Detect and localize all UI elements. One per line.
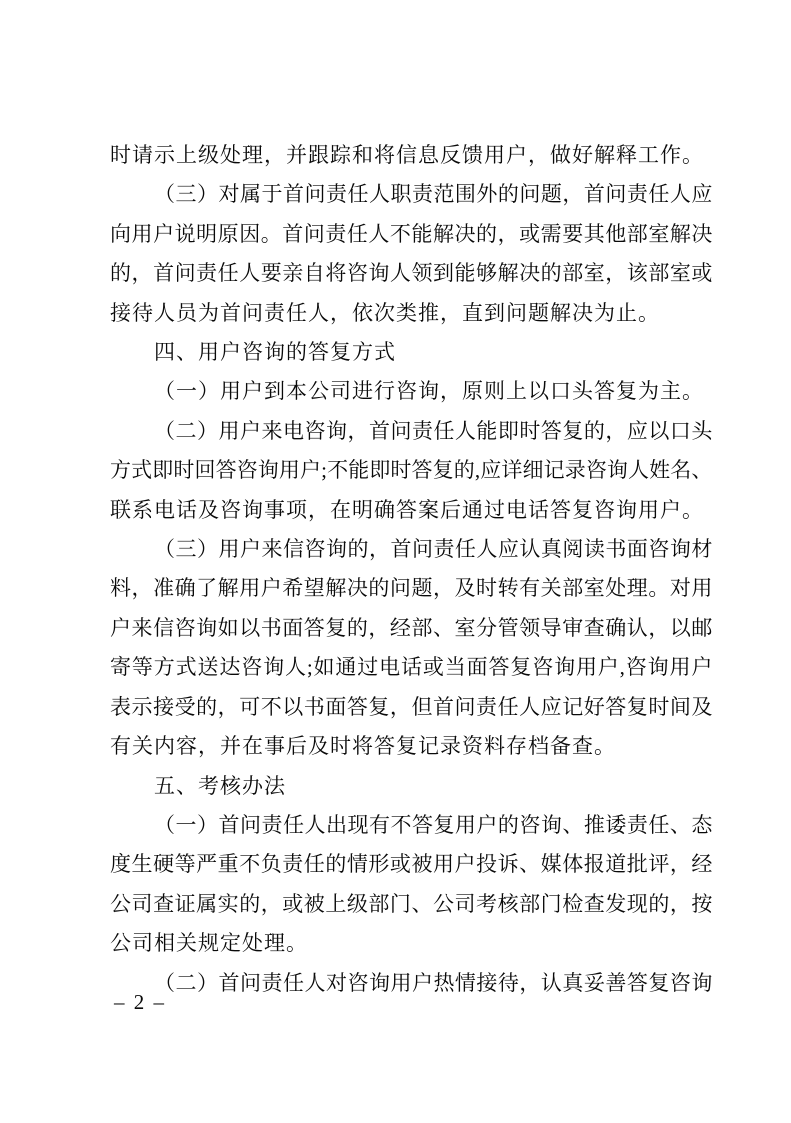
text-line: 有关内容，并在事后及时将答复记录资料存档备查。 (110, 734, 616, 759)
text-line: （三）用户来信咨询的，首问责任人应认真阅读书面咨询材 (154, 537, 712, 562)
text-line: 度生硬等严重不负责任的情形或被用户投诉、媒体报道批评，经 (110, 852, 712, 877)
text-line: 方式即时回答咨询用户;不能即时答复的,应详细记录咨询人姓名、 (110, 458, 712, 483)
text-line: 时请示上级处理，并跟踪和将信息反馈用户，做好解释工作。 (110, 143, 704, 167)
text-line: （二）用户来电咨询，首问责任人能即时答复的，应以口头 (154, 418, 712, 443)
text-line: 料，准确了解用户希望解决的问题，及时转有关部室处理。对用 (110, 576, 712, 601)
text-line: 接待人员为首问责任人，依次类推，直到问题解决为止。 (110, 300, 660, 325)
text-line: 联系电话及咨询事项，在明确答案后通过电话答复咨询用户。 (110, 497, 704, 522)
text-line: （一）首问责任人出现有不答复用户的咨询、推诿责任、态 (154, 812, 712, 837)
page-number: – 2 – (114, 990, 166, 1014)
text-line: 公司查证属实的，或被上级部门、公司考核部门检查发现的，按 (110, 891, 712, 916)
text-line: 的，首问责任人要亲自将咨询人领到能够解决的部室，该部室或 (110, 261, 712, 286)
text-line: 公司相关规定处理。 (110, 931, 308, 956)
text-line: （一）用户到本公司进行咨询，原则上以口头答复为主。 (154, 379, 704, 404)
text-line: 寄等方式送达咨询人;如通过电话或当面答复咨询用户,咨询用户 (110, 655, 712, 680)
text-line: 四、用户咨询的答复方式 (154, 340, 396, 365)
text-line: 向用户说明原因。首问责任人不能解决的，或需要其他部室解决 (110, 221, 712, 246)
text-line: （二）首问责任人对咨询用户热情接待，认真妥善答复咨询 (154, 970, 712, 995)
text-line: 表示接受的，可不以书面答复，但首问责任人应记好答复时间及 (110, 694, 712, 719)
document-body (110, 136, 712, 1003)
text-line: 五、考核办法 (154, 773, 286, 798)
text-line: 户来信咨询如以书面答复的，经部、室分管领导审查确认，以邮 (110, 615, 712, 640)
text-line: （三）对属于首问责任人职责范围外的问题，首问责任人应 (154, 182, 712, 207)
